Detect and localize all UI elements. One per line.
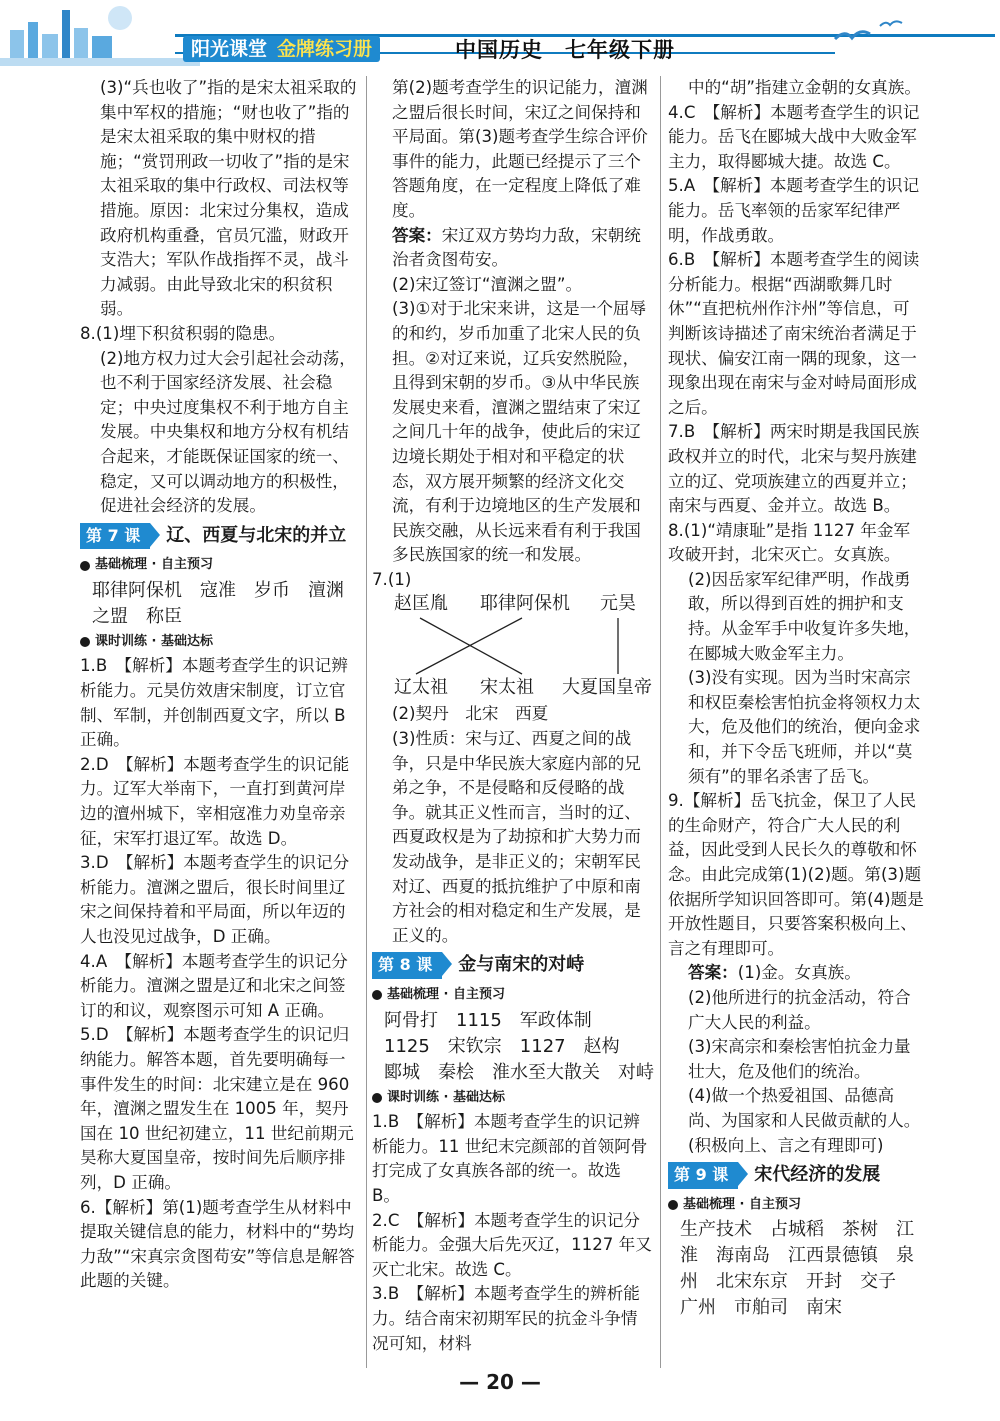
section-heading (80, 553, 360, 578)
answer-item: 7.B 【解析】两宋时期是我国民族政权并立的时代，北宋与契丹族建立的辽、党项族建立的西夏并立；南宋与西夏、金并立。故选 B。 (668, 422, 920, 516)
section-label: 基础梳理 · 自主预习 (387, 987, 505, 1002)
section-icon (80, 561, 90, 571)
answer-item: 5.A 【解析】本题考查学生的识记能力。岳飞率领的岳家军纪律严明，作战勇敢。 (668, 176, 920, 245)
diagram-label: 宋太祖 (480, 677, 534, 699)
answer-text: (2)因岳家军纪律严明，作战勇敢，所以得到百姓的拥护和支持。从金军手中收复许多失地，在郾城大败金军主力。 (688, 569, 921, 663)
subject-title: 中国历史 七年级下册 (455, 38, 675, 62)
section-heading (372, 983, 654, 1008)
section-heading (80, 630, 360, 655)
keywords: 生产技术 占城稻 茶树 江淮 海南岛 江西景德镇 泉州 北宋东京 开封 交子 广州 市舶司 南宋 (680, 1219, 914, 1319)
section-label: 基础梳理 · 自主预习 (683, 1196, 801, 1212)
answer-text: (3)①对于北宋来讲，这是一个屈辱的和约，岁币加重了北宋人民的负担。②对辽来说，辽兵安然脱险，且得到宋朝的岁币。③从中华民族发展史来看，澶渊之盟结束了宋辽之间几十年的战争，使此后的宋辽边境长期处于相对和平稳定的状态，双方展开频繁的经济文化交流，有利于边境地区的生产发展和民族交融，从长远来看有利于我国多民族国家的统一和发展。 (392, 299, 647, 565)
answer-item: 5.D 【解析】本题考查学生的识记归纳能力。解答本题，首先要明确每一事件发生的时间：北宋建立是在 960 年，澶渊之盟发生在 1005 年，契丹国在 10 世纪初建立，11 世纪前期元昊称大夏国皇帝，按时间先后顺序排列，D 正确。 (80, 1025, 354, 1192)
column-right (668, 76, 926, 1321)
answer-item: 4.A 【解析】本题考查学生的识记分析能力。澶渊之盟是辽和北宋之间签订的和议，观察图示可知 A 正确。 (80, 951, 348, 1020)
lesson-tag: 第 8 课 (372, 952, 442, 979)
section-heading (372, 1086, 654, 1111)
answer-text: 宋辽双方势均力敌，宋朝统治者贪图苟安。 (392, 225, 641, 270)
answer-label: 答案： (688, 963, 738, 983)
skyline-illustration (0, 0, 200, 66)
lesson-heading (80, 523, 360, 550)
answer-paragraph: 中的“胡”指建立金朝的女真族。 (688, 78, 921, 97)
answer-text: (2)宋辽签订“澶渊之盟”。 (392, 274, 583, 294)
lesson-heading (372, 952, 654, 979)
answer-item: 1.B 【解析】本题考查学生的识记辨析能力。11 世纪末完颜部的首领阿骨打完成了女真族各部的统一。故选 B。 (372, 1112, 648, 1205)
section-label: 基础梳理 · 自主预习 (95, 557, 213, 573)
answer-item: 9.【解析】岳飞抗金，保卫了人民的生命财产，符合广大人民的利益，因此受到人民长久的尊敬和怀念。由此完成第(1)(2)题。第(3)题依据所学知识回答即可。第(4)题是开放性题目，只要答案积极向上、言之有理即可。 (668, 791, 924, 958)
diagram-label: 赵匡胤 (394, 593, 448, 615)
page-header (0, 0, 1000, 68)
answer-paragraph: 第(2)题考查学生的识记能力，澶渊之盟后很长时间，宋辽之间保持和平局面。第(3)题考查学生综合评价事件的能力，此题已经提示了三个答题角度，在一定程度上降低了难度。 (392, 78, 648, 220)
keywords: 耶律阿保机 寇准 岁币 澶渊之盟 称臣 (92, 579, 344, 627)
diagram-label: 辽太祖 (394, 677, 448, 699)
section-label: 课时训练 · 基础达标 (95, 633, 213, 649)
answer-text: (3)没有实现。因为当时宋高宗和权臣秦桧害怕抗金将领权力太大，危及他们的统治，便向金求和，并下令岳飞班师，并以“莫须有”的罪名杀害了岳飞。 (688, 668, 921, 786)
answer-item: 2.C 【解析】本题考查学生的识记分析能力。金强大后先灭辽，1127 年又灭亡北宋。故选 C。 (372, 1210, 652, 1279)
diagram-label: 大夏国皇帝 (562, 677, 652, 699)
banner-right: 金牌练习册 (277, 38, 373, 60)
answer-text: (2)契丹 北宋 西夏 (392, 704, 549, 724)
answer-text: (3)宋高宗和秦桧害怕抗金力量壮大，危及他们的统治。 (688, 1037, 911, 1081)
answer-text: (2)他所进行的抗金活动，符合广大人民的利益。 (688, 987, 911, 1032)
section-icon (668, 1200, 678, 1210)
lesson-tag: 第 7 课 (80, 523, 150, 550)
answer-item: 8.(1)“靖康耻”是指 1127 年金军攻破开封，北宋灭亡。女真族。 (668, 520, 911, 565)
diagram-label: 耶律阿保机 (480, 593, 570, 615)
answer-text: (1)金。女真族。 (737, 963, 861, 983)
matching-lines (372, 616, 652, 676)
section-icon (372, 1093, 382, 1103)
answer-text: (4)做一个热爱祖国、品德高尚、为国家和人民做贡献的人。(积极向上、言之有理即可) (688, 1086, 921, 1155)
section-heading (668, 1193, 926, 1218)
section-icon (372, 990, 382, 1000)
column-divider (660, 76, 661, 1368)
matching-diagram (372, 592, 654, 702)
banner-left: 阳光课堂 (191, 38, 268, 60)
series-banner (183, 36, 380, 62)
lesson-title: 辽、西夏与北宋的并立 (166, 524, 347, 546)
answer-item: 2.D 【解析】本题考查学生的识记能力。辽军大举南下，一直打到黄河岸边的澶州城下，宰相寇准力劝皇帝亲征，宋军打退辽军。故选 D。 (80, 754, 350, 848)
section-icon (80, 637, 90, 647)
lesson-heading (668, 1162, 926, 1189)
answer-label: 答案： (392, 225, 442, 245)
answer-item: 3.B 【解析】本题考查学生的辨析能力。结合南宋初期军民的抗金斗争情况可知，材料 (372, 1284, 640, 1353)
answer-item: 7.(1) (372, 569, 412, 589)
answer-item: 3.D 【解析】本题考查学生的识记分析能力。澶渊之盟后，很长时间里辽宋之间保持着和平局面，所以年迈的人也没见过战争，D 正确。 (80, 853, 350, 946)
column-divider (366, 76, 367, 1368)
lesson-title: 宋代经济的发展 (754, 1164, 881, 1186)
lesson-title: 金与南宋的对峙 (458, 954, 585, 976)
column-middle (372, 76, 654, 1356)
diagram-label: 元昊 (600, 593, 636, 615)
page-number: — 20 — (459, 1370, 541, 1394)
answer-item: 4.C 【解析】本题考查学生的识记能力。岳飞在郾城大战中大败金军主力，取得郾城大捷。故选 C。 (668, 102, 920, 171)
lesson-tag: 第 9 课 (668, 1162, 738, 1189)
keywords: 阿骨打 1115 军政体制 1125 宋钦宗 1127 赵构 郾城 秦桧 淮水至大散关 对峙 (384, 1009, 654, 1083)
answer-text: (3)性质：宋与辽、西夏之间的战争，只是中华民族大家庭内部的兄弟之争，不是侵略和反侵略的战争。就其正义性而言，当时的辽、西夏政权是为了劫掠和扩大势力而发动战争，是非正义的；宋朝军民对辽、西夏的抵抗维护了中原和南方社会的相对稳定和生产发展，是正义的。 (392, 729, 641, 945)
birds-icon (830, 14, 910, 54)
answer-item: 6.B 【解析】本题考查学生的阅读分析能力。根据“西湖歌舞几时休”“直把杭州作汴州”等信息，可判断该诗描述了南宋统治者满足于现状、偏安江南一隅的现象，这一现象出现在南宋与金对峙局面形成之后。 (668, 250, 920, 417)
answer-item: 1.B 【解析】本题考查学生的识记辨析能力。元昊仿效唐宋制度，订立官制、军制，并创制西夏文字，所以 B 正确。 (80, 656, 348, 750)
answer-item: 6.【解析】第(1)题考查学生从材料中提取关键信息的能力，材料中的“势均力敌”“宋真宗贪图苟安”等信息是解答此题的关键。 (80, 1197, 355, 1291)
answer-paragraph: (2)地方权力过大会引起社会动荡，也不利于国家经济发展、社会稳定；中央过度集权不利于地方自主发展。中央集权和地方分权有机结合起来，才能既保证国家的统一、稳定，又可以调动地方的积极性，促进社会经济的发展。 (100, 348, 356, 516)
answer-paragraph: (3)“兵也收了”指的是宋太祖采取的集中军权的措施；“财也收了”指的是宋太祖采取的集中财权的措施；“赏罚刑政一切收了”指的是宋太祖采取的集中行政权、司法权等措施。原因：北宋过分集权，造成政府机构重叠，官员冗滥，财政开支浩大；军队作战指挥不灵，战斗力减弱。由此导致北宋的积贫积弱。 (100, 78, 357, 319)
answer-item: 8.(1)埋下积贫积弱的隐患。 (80, 323, 286, 343)
section-label: 课时训练 · 基础达标 (387, 1089, 505, 1105)
column-left (80, 76, 360, 1294)
